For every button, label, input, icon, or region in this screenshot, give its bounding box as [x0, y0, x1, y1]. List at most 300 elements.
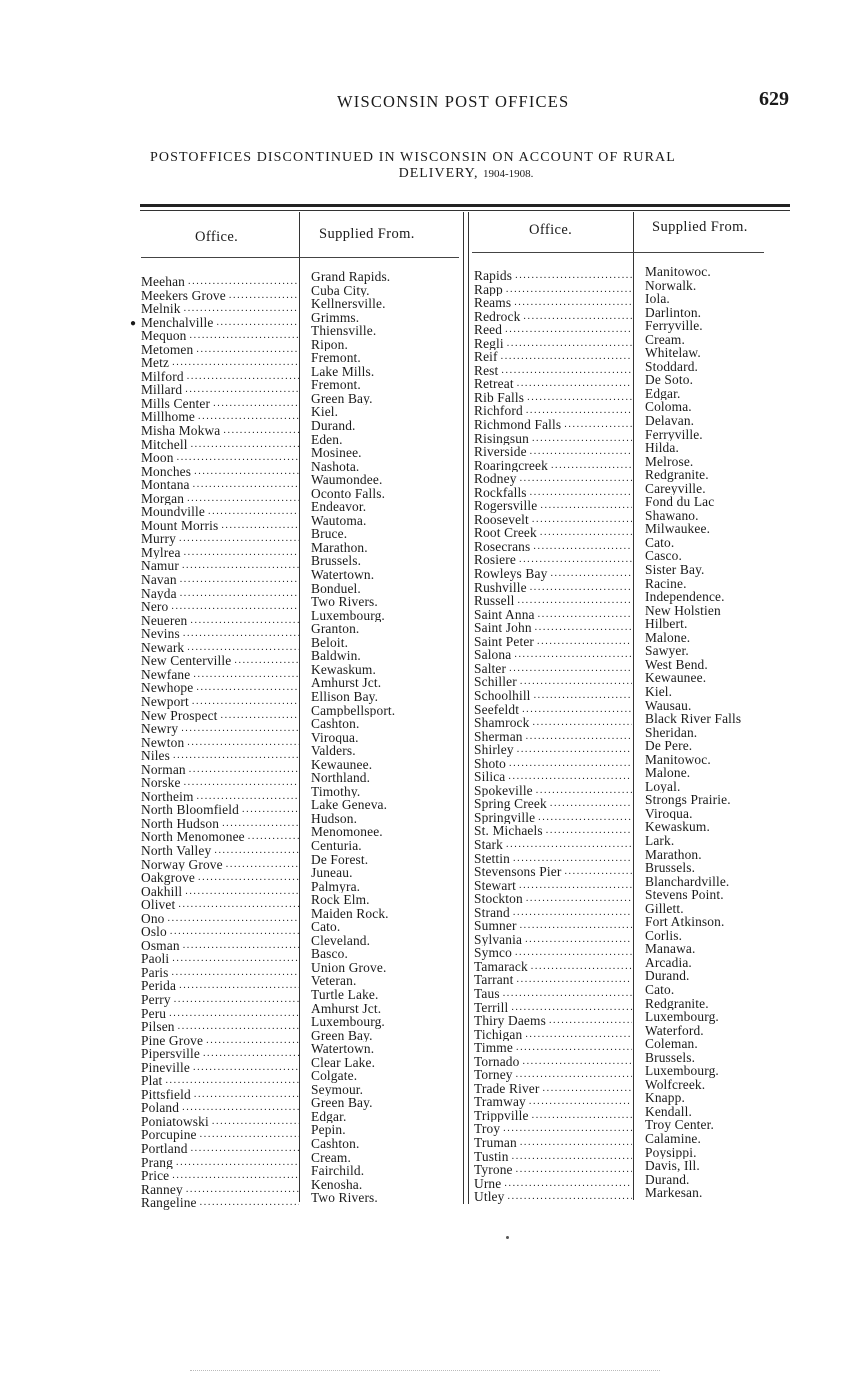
dot-leader [525, 933, 632, 947]
supplied-from-cell: Ferryville. [645, 427, 703, 442]
office-row [141, 1061, 299, 1075]
dot-leader [508, 770, 632, 784]
supplied-from-cell: Malone. [645, 630, 691, 645]
supplied-from-cell: Malone. [645, 766, 691, 780]
office-name: Urne [474, 1176, 502, 1191]
dot-leader [513, 852, 632, 866]
office-row [141, 830, 299, 844]
supplied-from-cell: Green Bay. [311, 391, 373, 406]
office-name: Symco [474, 946, 512, 960]
office-row [474, 770, 632, 784]
supplied-from-cell: Careyville. [645, 481, 706, 496]
supplied-from-cell: Racine. [645, 576, 687, 591]
office-row [474, 1041, 632, 1055]
office-row [474, 594, 632, 608]
supplied-from-cell: Black River Falls [645, 712, 742, 726]
title-delivery-word: DELIVERY, [398, 166, 479, 181]
dot-leader [516, 1041, 632, 1055]
supplied-from-cell: Beloit. [311, 635, 349, 650]
office-row [141, 1074, 299, 1088]
office-name: Plat [141, 1074, 163, 1088]
supplied-from-cell: Sheridan. [645, 725, 698, 740]
supplied-from-cell: Fort Atkinson. [645, 915, 725, 929]
office-name: Spokeville [474, 783, 533, 798]
header-underline-left [141, 257, 459, 258]
office-name: Stewart [474, 878, 516, 893]
office-row [474, 865, 632, 879]
divider-center-b [468, 212, 469, 1204]
supplied-from-cell: Basco. [311, 947, 348, 961]
office-name: Rest [474, 363, 499, 378]
dot-leader [165, 1074, 299, 1088]
office-row [474, 445, 632, 459]
supplied-from-cell: Kellnersville. [311, 297, 386, 311]
office-row [474, 824, 632, 838]
office-row [474, 648, 632, 662]
supplied-from-cell: Amhurst Jct. [311, 1001, 382, 1016]
office-name: North Valley [141, 843, 212, 858]
supplied-from-cell: Turtle Lake. [311, 987, 379, 1002]
dot-leader [222, 817, 299, 831]
supplied-from-cell: Two Rivers. [311, 1191, 378, 1205]
supplied-from-cell: Shawano. [645, 508, 699, 523]
dot-leader [208, 505, 299, 519]
supplied-from-cell: Two Rivers. [311, 595, 378, 609]
dot-leader [532, 513, 632, 527]
table-title-line2 [150, 166, 782, 182]
office-row [141, 736, 299, 750]
office-name: Saint Peter [474, 634, 535, 649]
office-row [474, 716, 632, 730]
office-row [141, 803, 299, 817]
dot-leader [221, 519, 299, 533]
supplied-from-cell: Wolfcreek. [645, 1077, 706, 1092]
supplied-from-cell: Manawa. [645, 942, 696, 956]
dot-leader [526, 730, 632, 744]
dot-leader [229, 289, 299, 303]
dot-leader [172, 966, 299, 980]
dot-leader [193, 478, 299, 492]
supplied-from-cell: De Pere. [645, 739, 693, 753]
dot-leader [213, 397, 299, 411]
supplied-from-cell: Amhurst Jct. [311, 676, 382, 690]
office-name: Mequon [141, 329, 187, 343]
dot-leader [520, 675, 632, 689]
footer-faint-line [190, 1370, 660, 1371]
office-row [141, 370, 299, 384]
office-row [141, 1034, 299, 1048]
supplied-from-cell: West Bend. [645, 657, 708, 672]
page-number: 629 [759, 88, 789, 110]
dot-leader [223, 424, 299, 438]
office-row [474, 973, 632, 987]
supplied-from-cell: Palmyra. [311, 879, 361, 894]
office-row [474, 499, 632, 513]
office-name: Tichigan [474, 1027, 523, 1042]
supplied-from-cell: Veteran. [311, 974, 357, 988]
office-name: Trippville [474, 1108, 529, 1123]
dot-leader [540, 499, 632, 513]
office-name: Richmond Falls [474, 418, 562, 432]
dot-leader [216, 316, 299, 330]
supplied-from-cell: Watertown. [311, 1042, 375, 1056]
office-name: Thiry Daems [474, 1014, 546, 1028]
office-name: Porcupine [141, 1128, 197, 1142]
office-name: Morgan [141, 491, 185, 506]
dot-leader [196, 343, 299, 357]
supplied-from-cell: Fairchild. [311, 1164, 365, 1178]
office-row [141, 654, 299, 668]
supplied-from-cell: Cashton. [311, 717, 360, 731]
dot-leader [509, 757, 632, 771]
dot-leader [520, 1136, 632, 1150]
office-name: Strand [474, 905, 510, 920]
office-name: Schoolhill [474, 688, 531, 703]
dot-leader [514, 296, 632, 310]
office-name: Riverside [474, 445, 527, 459]
office-name: Retreat [474, 377, 514, 391]
office-name: Perida [141, 979, 177, 993]
supplied-from-cell: Bruce. [311, 527, 348, 541]
office-name: Norway Grove [141, 857, 223, 872]
supplied-from-cell: Watertown. [311, 568, 375, 582]
office-row [141, 993, 299, 1007]
office-name: Trade River [474, 1081, 540, 1096]
office-name: Ono [141, 911, 165, 926]
dot-leader [533, 716, 633, 730]
office-name: Perry [141, 992, 171, 1007]
office-row [474, 486, 632, 500]
dot-leader [538, 811, 632, 825]
office-row [474, 703, 632, 717]
office-name: Sumner [474, 919, 517, 933]
dot-leader [168, 912, 299, 926]
office-name: Neueren [141, 613, 188, 628]
supplied-from-cell: Wausau. [645, 698, 692, 713]
office-name: Nero [141, 600, 169, 614]
office-row [141, 329, 299, 343]
margin-mark: ● [130, 318, 137, 329]
dot-leader [226, 858, 299, 872]
dot-leader [540, 526, 632, 540]
office-name: Sherman [474, 729, 523, 744]
office-row [141, 1007, 299, 1021]
office-name: Spring Creek [474, 797, 547, 811]
dot-leader [189, 763, 299, 777]
supplied-from-cell: Arcadia. [645, 955, 692, 970]
dot-leader [517, 973, 632, 987]
office-row [474, 621, 632, 635]
dot-leader [564, 418, 632, 432]
office-name: North Hudson [141, 816, 220, 831]
office-name: Shirley [474, 743, 514, 757]
office-row [474, 540, 632, 554]
office-row [474, 269, 632, 283]
supplied-from-cell: Whitelaw. [645, 346, 701, 360]
dot-leader [519, 879, 632, 893]
supplied-from-cell: De Forest. [311, 852, 369, 867]
dot-leader [516, 1163, 632, 1177]
office-name: Salter [474, 661, 507, 676]
office-name: Rapp [474, 282, 503, 297]
office-row [141, 952, 299, 966]
supplied-from-cell: Kiel. [645, 684, 673, 699]
supplied-from-cell: Endeavor. [311, 500, 367, 514]
dot-leader [531, 960, 632, 974]
office-name: Northeim [141, 789, 194, 804]
dot-leader [526, 404, 632, 418]
table-title-line1: POSTOFFICES DISCONTINUED IN WISCONSIN ON ACCOUNT OF RURAL [150, 150, 676, 165]
office-name: New Prospect [141, 708, 218, 723]
dot-leader [513, 906, 632, 920]
office-name: Namur [141, 559, 179, 574]
dot-leader [185, 383, 299, 397]
dot-leader [172, 356, 299, 370]
dot-leader [535, 621, 632, 635]
office-name: Rockfalls [474, 485, 527, 500]
office-name: Tamarack [474, 959, 528, 974]
supplied-from-cell: New Holstien [645, 603, 721, 618]
office-name: Olivet [141, 898, 176, 912]
dot-leader [532, 432, 632, 446]
office-row [474, 675, 632, 689]
office-row [141, 275, 299, 289]
office-row [141, 966, 299, 980]
supplied-from-cell: Valders. [311, 744, 356, 758]
supplied-from-cell: Stevens Point. [645, 888, 724, 902]
dot-leader [523, 310, 632, 324]
supplied-from-cell: Luxembourg. [645, 1064, 719, 1078]
office-row [141, 532, 299, 546]
dot-leader [530, 486, 632, 500]
office-row [474, 960, 632, 974]
office-name: Moundville [141, 505, 205, 519]
office-row [141, 1196, 299, 1210]
supplied-from-cell: Northland. [311, 771, 371, 785]
supplied-from-cell: Hudson. [311, 811, 358, 826]
dot-leader [501, 364, 632, 378]
office-name: Rangeline [141, 1196, 197, 1210]
supplied-from-cell: Marathon. [311, 540, 368, 555]
office-row [474, 1190, 632, 1204]
supplied-from-cell: Cuba City. [311, 283, 370, 298]
office-name: Truman [474, 1136, 517, 1150]
supplied-from-cell: Loyal. [645, 779, 681, 794]
office-name: Russell [474, 594, 515, 608]
dot-leader [184, 776, 299, 790]
office-row [474, 1122, 632, 1136]
dot-leader [517, 743, 632, 757]
office-name: Tornado [474, 1054, 520, 1069]
dot-leader [511, 1001, 632, 1015]
supplied-from-cell: Kewaunee. [311, 757, 373, 772]
dot-leader [505, 323, 632, 337]
supplied-from-cell: Markesan. [645, 1186, 703, 1200]
office-row [141, 898, 299, 912]
office-row [474, 811, 632, 825]
office-name: Newry [141, 722, 179, 736]
office-row [474, 743, 632, 757]
office-row [141, 939, 299, 953]
office-name: Timme [474, 1041, 513, 1055]
supplied-from-cell: Edgar. [311, 1109, 347, 1124]
office-row [141, 1142, 299, 1156]
office-name: Misha Mokwa [141, 424, 221, 438]
dot-leader [551, 459, 632, 473]
office-row [141, 587, 299, 601]
supplied-from-cell: Centuria. [311, 838, 362, 853]
office-name: Monches [141, 464, 192, 479]
dot-leader [509, 662, 632, 676]
office-name: Taus [474, 986, 500, 1001]
dot-leader [212, 1115, 299, 1129]
office-row [474, 852, 632, 866]
office-row [474, 946, 632, 960]
office-name: Meehan [141, 275, 186, 289]
office-row [474, 1001, 632, 1015]
supplied-from-cell: Mosinee. [311, 446, 362, 460]
supplied-from-cell: Baldwin. [311, 649, 361, 663]
office-name: North Menomonee [141, 830, 245, 844]
dot-leader [543, 1082, 633, 1096]
office-name: Regli [474, 336, 504, 351]
header-underline-right [472, 252, 764, 253]
dot-leader [187, 370, 299, 384]
supplied-from-cell: Menomonee. [311, 825, 383, 839]
dot-leader [187, 641, 299, 655]
office-name: Milford [141, 369, 184, 384]
office-row [474, 432, 632, 446]
dot-leader [206, 1034, 299, 1048]
office-name: Roosevelt [474, 512, 529, 527]
dot-leader [536, 784, 632, 798]
office-name: Shamrock [474, 716, 530, 730]
office-name: Menchalville [141, 315, 214, 330]
office-row [141, 1169, 299, 1183]
dot-leader [172, 952, 299, 966]
dot-leader [248, 830, 299, 844]
office-name: Mitchell [141, 437, 188, 452]
supplied-from-cell: Cato. [645, 982, 675, 997]
dot-leader [179, 532, 299, 546]
dot-leader [200, 1196, 299, 1210]
office-row [474, 608, 632, 622]
supplied-from-cell: Kendall. [645, 1104, 692, 1119]
office-name: Seefeldt [474, 702, 520, 717]
office-row [141, 668, 299, 682]
dot-leader [187, 736, 299, 750]
supplied-from-cell: Durand. [645, 969, 690, 983]
office-row [474, 391, 632, 405]
dot-leader [182, 559, 299, 573]
office-name: Nevins [141, 627, 180, 641]
supplied-from-cell: Green Bay. [311, 1028, 373, 1043]
dot-leader [186, 1183, 299, 1197]
supplied-from-cell: Waterford. [645, 1023, 704, 1038]
dot-leader [172, 1169, 299, 1183]
office-row [474, 459, 632, 473]
dot-leader [192, 695, 299, 709]
dot-leader [180, 587, 299, 601]
office-row [141, 1156, 299, 1170]
dot-leader [538, 608, 632, 622]
dot-leader [174, 993, 299, 1007]
office-name: Niles [141, 749, 171, 763]
office-row [141, 817, 299, 831]
dot-leader [234, 654, 299, 668]
office-name: Saint Anna [474, 607, 535, 622]
supplied-from-cell: Thiensville. [311, 324, 377, 338]
office-name: Mylrea [141, 545, 181, 560]
dot-leader [504, 1177, 632, 1191]
office-name: Paris [141, 965, 169, 980]
supplied-from-cell: Manitowoc. [645, 752, 711, 767]
supplied-from-cell: Luxembourg. [645, 1010, 719, 1024]
office-name: Newport [141, 694, 189, 709]
supplied-from-cell: Granton. [311, 622, 360, 636]
dot-leader [191, 438, 299, 452]
dot-leader [197, 790, 299, 804]
office-name: Prang [141, 1155, 173, 1170]
office-name: Metomen [141, 342, 194, 357]
office-name: Ranney [141, 1182, 183, 1197]
dot-leader [171, 600, 299, 614]
office-row [474, 1163, 632, 1177]
office-name: Moon [141, 451, 174, 465]
office-name: Newton [141, 735, 185, 750]
supplied-from-cell: Clear Lake. [311, 1055, 376, 1070]
office-row [141, 1183, 299, 1197]
office-row [474, 553, 632, 567]
supplied-from-cell: Norwalk. [645, 278, 697, 293]
supplied-from-cell: Knapp. [645, 1091, 685, 1105]
office-name: Shoto [474, 756, 507, 771]
office-row [141, 356, 299, 370]
supplied-from-cell: Casco. [645, 549, 682, 564]
office-row [141, 776, 299, 790]
office-name: Richford [474, 404, 523, 419]
dot-leader [525, 1028, 632, 1042]
office-name: Newark [141, 640, 185, 655]
supplied-from-cell: Luxembourg. [311, 1015, 385, 1029]
office-row [141, 722, 299, 736]
office-row [474, 1028, 632, 1042]
office-row [141, 519, 299, 533]
office-row [474, 418, 632, 432]
dot-leader [508, 1190, 633, 1204]
supplied-from-cell: Luxembourg. [311, 608, 385, 623]
dot-leader [520, 472, 632, 486]
office-row [474, 323, 632, 337]
office-row [474, 1055, 632, 1069]
supplied-from-cell: Poysippi. [645, 1145, 697, 1160]
office-name: Reif [474, 350, 498, 364]
supplied-from-cell: Campbellsport. [311, 703, 396, 718]
dot-leader [520, 919, 632, 933]
office-row [474, 377, 632, 391]
dot-leader [183, 939, 299, 953]
supplied-from-cell: Cashton. [311, 1137, 360, 1151]
office-name: Melnik [141, 302, 181, 316]
office-name: Redrock [474, 309, 521, 324]
supplied-from-cell: Calamine. [645, 1132, 702, 1146]
supplied-from-cell: Kenosha. [311, 1177, 363, 1192]
supplied-from-cell: Cream. [311, 1150, 351, 1165]
office-name: Terrill [474, 1000, 509, 1015]
office-name: Schiller [474, 675, 517, 689]
dot-leader [506, 838, 632, 852]
office-row [141, 871, 299, 885]
